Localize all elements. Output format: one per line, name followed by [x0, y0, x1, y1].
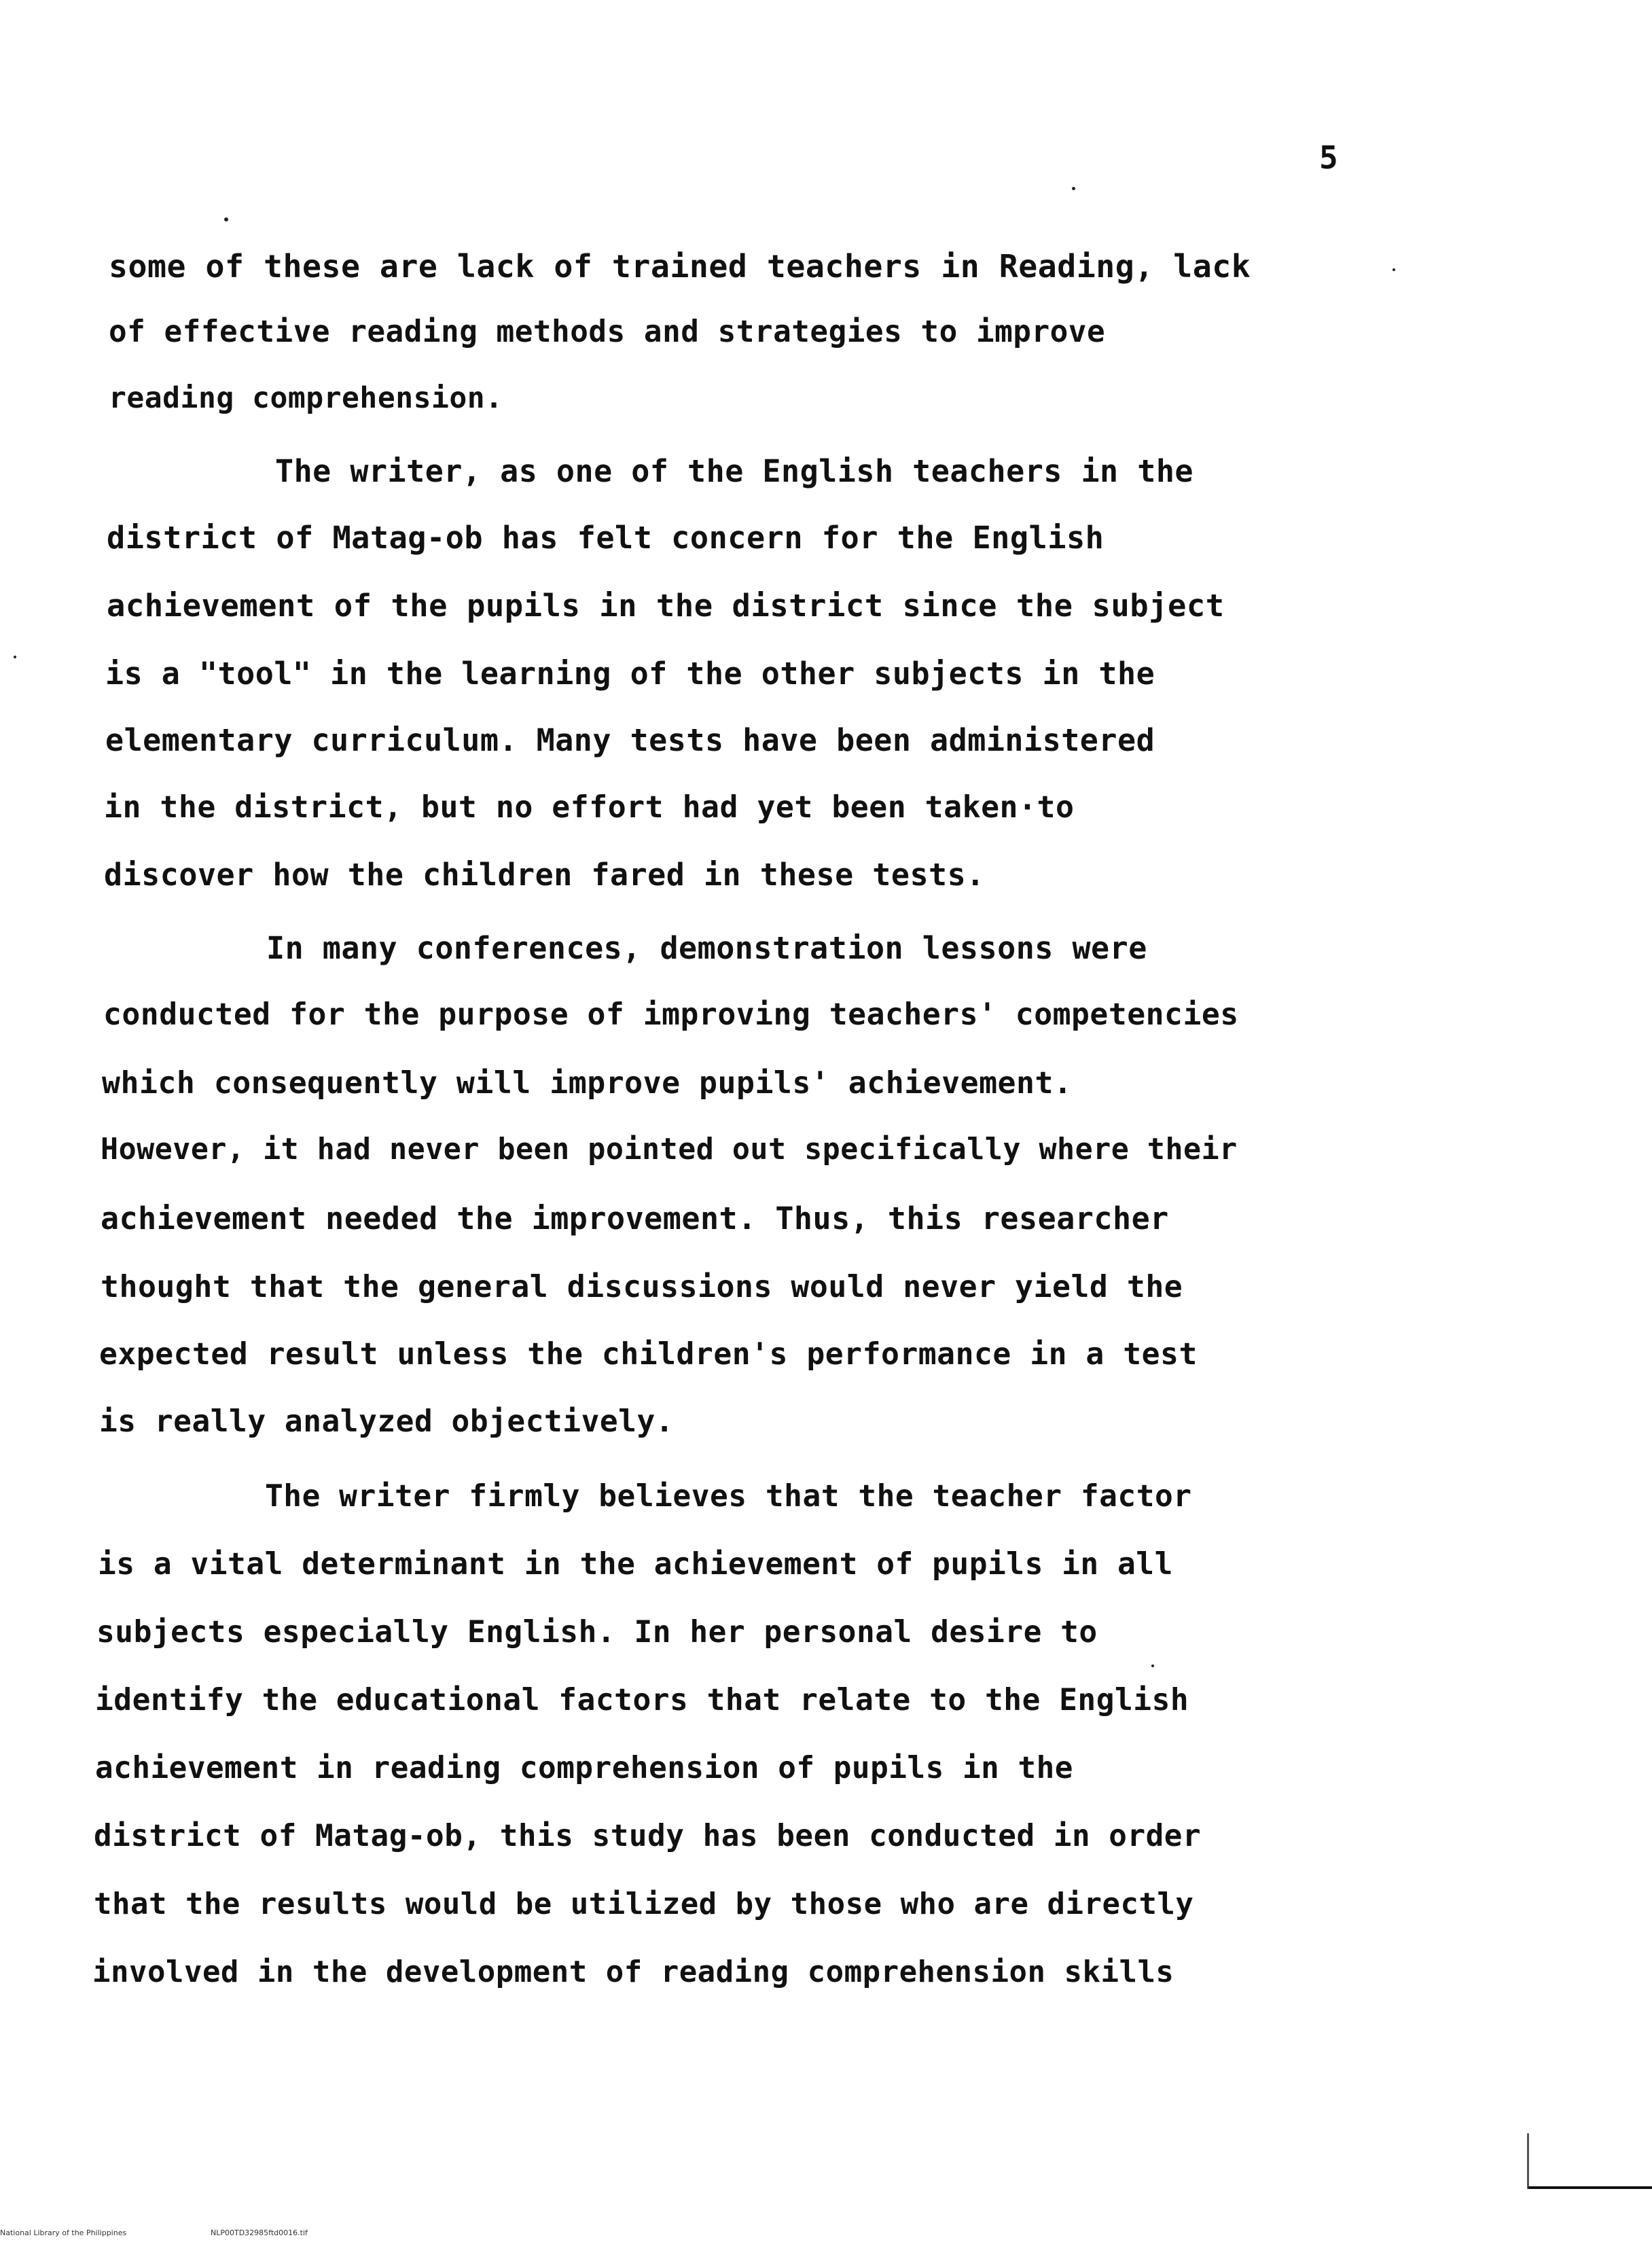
text-line: expected result unless the children's performance in a test	[99, 1336, 1198, 1372]
scan-edge-rule	[1528, 2186, 1652, 2189]
text-line: The writer firmly believes that the teacher factor	[265, 1479, 1192, 1514]
scan-speck	[224, 217, 228, 221]
text-line: some of these are lack of trained teachers in Reading, lack	[109, 248, 1251, 285]
text-line: which consequently will improve pupils' achievement.	[102, 1065, 1073, 1101]
text-line: In many conferences, demonstration lessons were	[266, 930, 1147, 966]
text-line: is a "tool" in the learning of the other subjects in the	[105, 656, 1155, 692]
text-line: is really analyzed objectively.	[99, 1404, 675, 1439]
page-number: 5	[1319, 139, 1338, 176]
footer-filename: NLP00TD32985ftd0016.tif	[211, 2228, 308, 2237]
text-line: district of Matag-ob, this study has been conducted in order	[94, 1819, 1202, 1853]
text-line: achievement needed the improvement. Thus, this researcher	[101, 1200, 1169, 1236]
text-line: achievement of the pupils in the district since the subject	[107, 588, 1225, 624]
text-line: in the district, but no effort had yet been taken·to	[104, 789, 1075, 825]
text-line: involved in the development of reading comprehension skills	[92, 1955, 1174, 1989]
scan-speck	[14, 656, 16, 658]
scan-edge-mark	[1527, 2133, 1529, 2189]
text-line: thought that the general discussions would never yield the	[101, 1268, 1183, 1304]
text-line: However, it had never been pointed out specifically where their	[101, 1133, 1238, 1167]
text-line: is a vital determinant in the achievement of pupils in all	[98, 1547, 1173, 1582]
scan-speck	[1072, 187, 1075, 190]
text-line: achievement in reading comprehension of pupils in the	[95, 1751, 1073, 1785]
text-line: conducted for the purpose of improving teachers' competencies	[103, 997, 1239, 1032]
scan-speck	[1393, 268, 1395, 271]
text-line: of effective reading methods and strategies to improve	[109, 315, 1106, 349]
text-line: subjects especially English. In her personal desire to	[96, 1615, 1098, 1650]
text-line: reading comprehension.	[109, 381, 503, 415]
text-line: elementary curriculum. Many tests have been administered	[105, 722, 1155, 758]
text-line: district of Matag-ob has felt concern for the English	[107, 520, 1105, 556]
text-line: The writer, as one of the English teachers in the	[275, 453, 1194, 489]
text-line: identify the educational factors that relate to the English	[95, 1683, 1189, 1718]
footer-library: National Library of the Philippines	[0, 2228, 127, 2237]
text-line: discover how the children fared in these tests.	[104, 857, 985, 893]
scan-speck	[1151, 1665, 1154, 1667]
text-line: that the results would be utilized by those who are directly	[94, 1887, 1194, 1921]
